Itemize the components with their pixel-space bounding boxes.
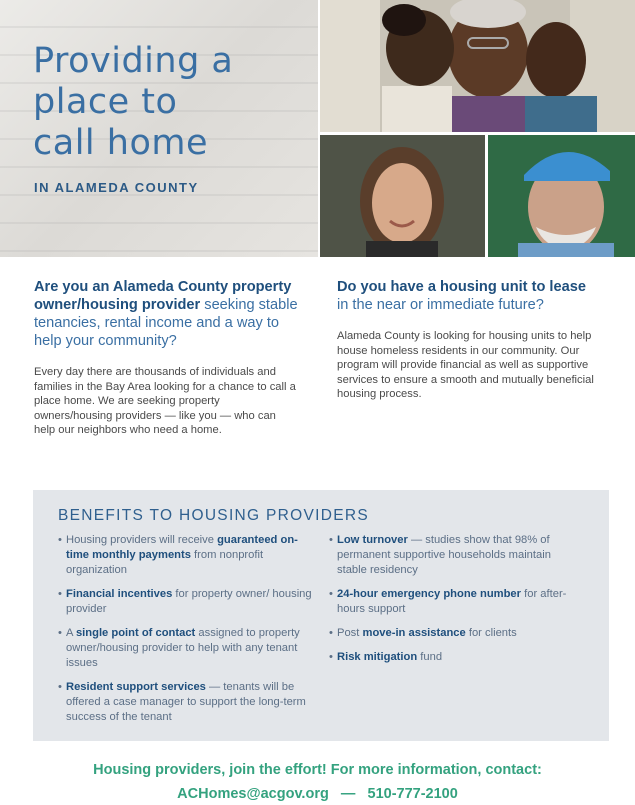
title-line-1: Providing a — [33, 41, 234, 81]
contact-line — [0, 786, 635, 802]
benefit-item: • A single point of contact assigned to property owner/housing provider to help with any tenant issues — [58, 626, 313, 671]
unit-intro-body: Alameda County is looking for housing units to help house homeless residents in our community. Our program will provide financial as well as supportive services to ensure a smooth and mutually beneficial housing process. — [337, 330, 594, 401]
call-to-action: Housing providers, join the effort! For more information, contact: — [93, 762, 542, 778]
benefits-right-list — [329, 533, 579, 674]
unit-intro-lead — [337, 278, 599, 314]
contact-phone-link[interactable]: 510-777-2100 — [367, 786, 458, 802]
page-title — [33, 41, 303, 164]
man-photo — [488, 135, 635, 257]
benefit-item: • Risk mitigation fund — [329, 650, 579, 665]
benefits-panel — [33, 490, 609, 741]
title-line-3: call home — [33, 123, 208, 163]
unit-intro-lead-bold: Do you have a housing unit to lease — [337, 279, 586, 295]
benefit-item: • Financial incentives for property owner/ housing provider — [58, 587, 313, 617]
benefit-item: • Housing providers will receive guaranteed on-time monthly payments from nonprofit organization — [58, 533, 313, 578]
contact-separator: — — [340, 786, 356, 802]
benefit-item: • 24-hour emergency phone number for after-hours support — [329, 587, 579, 617]
benefits-left-list — [58, 533, 313, 734]
contact-email-link[interactable]: ACHomes@acgov.org — [177, 786, 329, 802]
benefit-item: • Post move-in assistance for clients — [329, 626, 579, 641]
family-photo — [320, 0, 635, 132]
unit-intro — [337, 278, 599, 402]
benefits-title: BENEFITS TO HOUSING PROVIDERS — [58, 507, 370, 524]
owner-intro-body: Every day there are thousands of individuals and families in the Bay Area looking for a chance to call a place home. We are seeking property owners/housing providers — like you — who can help our neighbors who need a home. — [34, 366, 296, 437]
unit-intro-lead-rest: in the near or immediate future? — [337, 297, 544, 313]
page-subtitle: IN ALAMEDA COUNTY — [34, 180, 199, 195]
woman-photo — [320, 135, 485, 257]
owner-intro-lead-rest: seeking stable tenancies, rental income and a way to help your community? — [34, 297, 298, 349]
benefit-item: • Resident support services — tenants will be offered a case manager to support the long-term success of the tenant — [58, 680, 313, 725]
owner-intro-lead-bold: Are you an Alameda County property owner/housing provider — [34, 279, 292, 313]
benefit-item: • Low turnover — studies show that 98% of permanent supportive households maintain stable residency — [329, 533, 579, 578]
hero-banner — [0, 0, 318, 257]
title-line-2: place to — [33, 82, 178, 122]
owner-intro — [34, 278, 299, 438]
owner-intro-lead — [34, 278, 299, 350]
